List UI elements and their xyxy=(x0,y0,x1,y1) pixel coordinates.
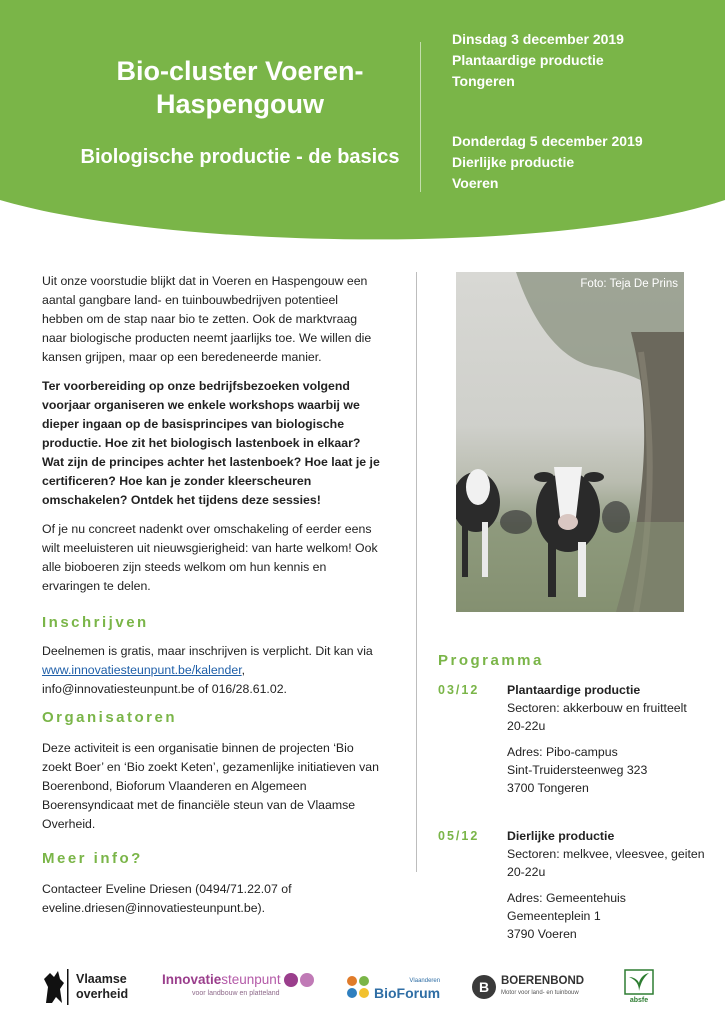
organisatoren-text: Deze activiteit is een organisatie binnen de projecten ‘Bio zoekt Boer’ en ‘Bio zoekt Keten’, gezamenlijke initiatieven van Boerenbond, Bioforum Vlaanderen en Algemeen Boerensyndicaat met de financiële steun van de Vlaamse Overheid. xyxy=(42,741,379,831)
bioforum-small-text: Vlaanderen xyxy=(409,978,441,984)
program-item-2-addr3: 3790 Voeren xyxy=(507,927,577,941)
intro-text xyxy=(42,272,382,606)
programma-heading: Programma xyxy=(438,652,544,669)
event-2 xyxy=(452,131,643,194)
event-2-place: Voeren xyxy=(452,175,499,191)
program-item-1-addr1: Adres: Pibo-campus xyxy=(507,745,618,759)
inschrijven-text xyxy=(42,642,382,699)
intro-paragraph-2: Ter voorbereiding op onze bedrijfsbezoeken volgend voorjaar organiseren we enkele workshops waarbij we dieper ingaan op de basisprincipes van biologische productie. Hoe zit het biologisch lastenboek in elkaar? Wat zijn de principes achter het lastenboek? Hoe laat je je certificeren? Hoe kan je zonder kleerscheuren omschakelen? Ontdek het tijdens deze sessies! xyxy=(42,379,380,507)
intro-paragraph-1: Uit onze voorstudie blijkt dat in Voeren en Haspengouw een aantal gangbare land- en tuinbouwbedrijven potentieel hebben om de stap naar bio te zetten. Ook de marktvraag naar biologische producten neemt jaarlijks toe. We willen die kansen grijpen, maar op een beredeneerde manier. xyxy=(42,274,372,364)
program-date-1: 03/12 xyxy=(438,683,480,697)
event-1-topic: Plantaardige productie xyxy=(452,52,604,68)
event-1 xyxy=(452,29,624,92)
inschrijven-text-after: , info@innovatiesteunpunt.be of 016/28.61.02. xyxy=(42,663,287,696)
program-item-2-sectors: Sectoren: melkvee, vleesvee, geiten xyxy=(507,847,705,861)
steunpunt-text: steunpunt xyxy=(221,972,281,987)
header-divider xyxy=(420,42,421,192)
abs-text: absfe xyxy=(629,996,649,1004)
program-item-1-title: Plantaardige productie xyxy=(507,683,641,697)
boerenbond-subtitle: Motor voor land- en tuinbouw xyxy=(501,990,579,996)
lion-icon xyxy=(40,967,70,1007)
logo-vlaamse-overheid xyxy=(40,962,128,1012)
page-subtitle: Biologische productie - de basics xyxy=(80,146,400,168)
bioforum-text: BioForum xyxy=(374,985,441,1001)
event-2-topic: Dierlijke productie xyxy=(452,154,575,170)
innovatie-text: Innovatie xyxy=(162,972,222,987)
bioforum-dots-icon xyxy=(345,974,371,1000)
boerenbond-text: BOERENBOND xyxy=(501,975,585,987)
program-item-2-time: 20-22u xyxy=(507,865,546,879)
innovatie-subtitle: voor landbouw en platteland xyxy=(192,990,280,997)
intro-paragraph-3: Of je nu concreet nadenkt over omschakeling of eerder eens wilt meeluisteren uit nieuwsgierigheid: van harte welkom! Ook alle bioboeren zijn steeds welkom om hun kennis en ervaringen te delen. xyxy=(42,522,378,593)
program-item-1-address xyxy=(507,743,717,797)
abs-plant-icon xyxy=(624,969,654,995)
vlaamse-overheid-line1: Vlaamse xyxy=(76,972,127,986)
photo-credit: Foto: Teja De Prins xyxy=(580,278,678,290)
vlaamse-overheid-line2: overheid xyxy=(76,987,129,1001)
event-1-date: Dinsdag 3 december 2019 xyxy=(452,31,624,47)
innovatie-circles-icon xyxy=(283,971,317,989)
cows-photo xyxy=(456,272,684,612)
boerenbond-b-icon xyxy=(471,974,497,1000)
header-banner xyxy=(0,0,725,240)
organisatoren-heading: Organisatoren xyxy=(42,709,178,726)
inschrijven-heading: Inschrijven xyxy=(42,614,149,631)
column-divider xyxy=(416,272,417,872)
program-item-2-addr1: Adres: Gemeentehuis xyxy=(507,891,626,905)
event-2-date: Donderdag 5 december 2019 xyxy=(452,133,643,149)
program-item-1 xyxy=(507,681,717,797)
program-date-2: 05/12 xyxy=(438,829,480,843)
meer-info-heading: Meer info? xyxy=(42,850,143,867)
page-title: Bio-cluster Voeren-Haspengouw xyxy=(116,56,364,119)
program-item-1-addr2: Sint-Truidersteenweg 323 xyxy=(507,763,648,777)
program-item-2-addr2: Gemeenteplein 1 xyxy=(507,909,601,923)
program-item-2-address xyxy=(507,889,717,943)
kalender-link[interactable]: www.innovatiesteunpunt.be/kalender xyxy=(42,663,242,677)
program-item-1-sectors: Sectoren: akkerbouw en fruitteelt xyxy=(507,701,687,715)
inschrijven-text-before: Deelnemen is gratis, maar inschrijven is verplicht. Dit kan via xyxy=(42,644,373,658)
cows-illustration xyxy=(456,272,684,612)
logo-bioforum xyxy=(345,962,440,1012)
program-item-1-addr3: 3700 Tongeren xyxy=(507,781,589,795)
logo-abs xyxy=(624,962,654,1012)
event-1-place: Tongeren xyxy=(452,73,515,89)
logo-boerenbond xyxy=(471,962,584,1012)
program-item-1-time: 20-22u xyxy=(507,719,546,733)
program-item-2 xyxy=(507,827,717,943)
program-item-2-title: Dierlijke productie xyxy=(507,829,615,843)
logo-innovatiesteunpunt xyxy=(162,962,317,1012)
meer-info-text: Contacteer Eveline Driesen (0494/71.22.07 of eveline.driesen@innovatiesteunpunt.be). xyxy=(42,882,292,915)
svg-text:B: B xyxy=(478,979,490,995)
